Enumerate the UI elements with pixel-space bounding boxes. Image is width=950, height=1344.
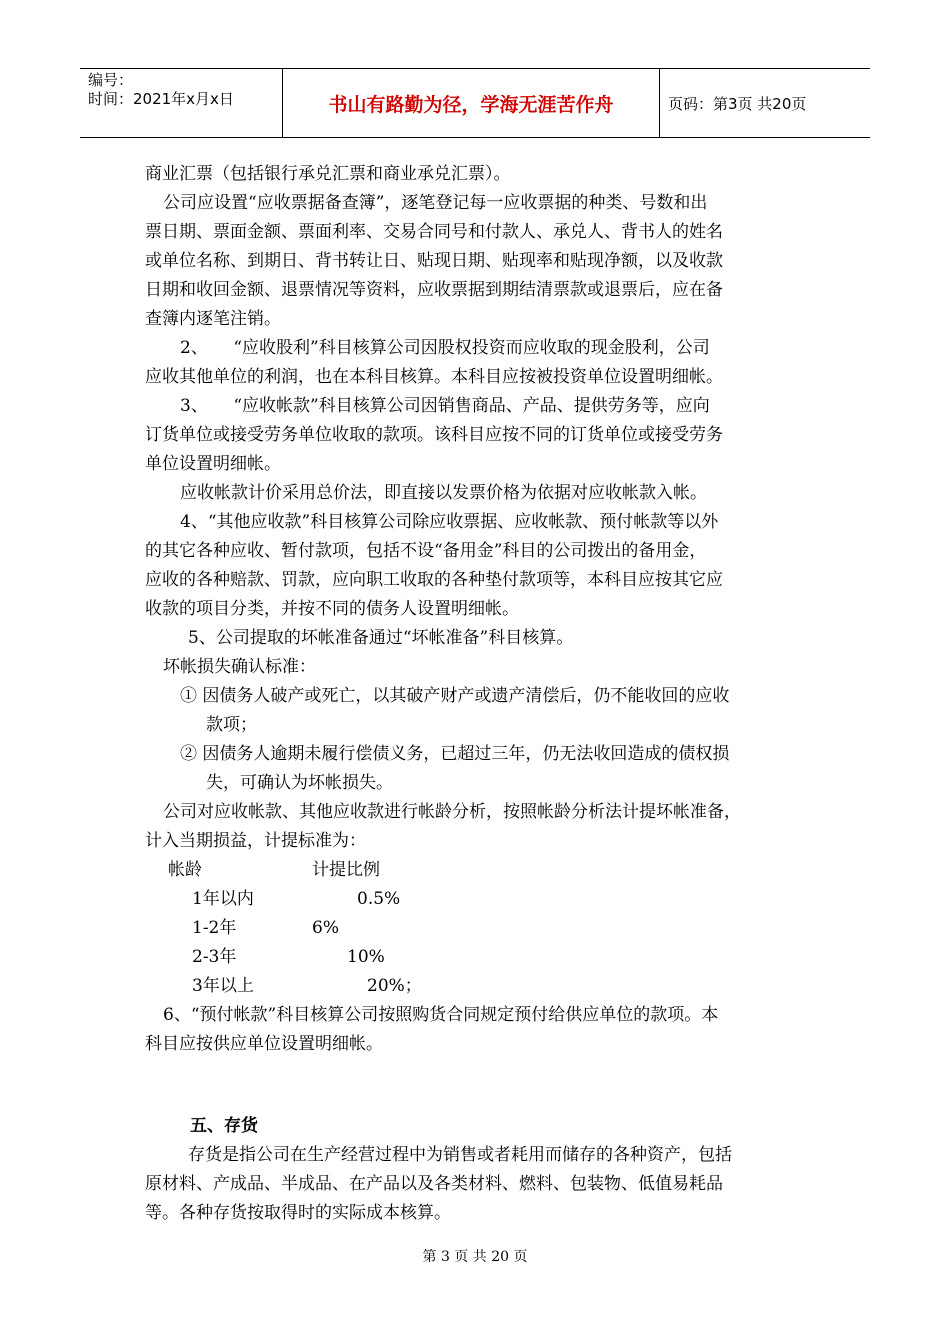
body-line: 等。各种存货按取得时的实际成本核算。 [145, 1203, 451, 1223]
body-line: 科目应按供应单位设置明细帐。 [145, 1034, 383, 1054]
body-line: 6、“预付帐款”科目核算公司按照购货合同规定预付给供应单位的款项。本 [163, 1005, 719, 1025]
page-footer: 第 3 页 共 20 页 [422, 1249, 528, 1265]
body-line: 的其它各种应收、暂付款项，包括不设“备用金”科目的公司拨出的备用金， [145, 541, 707, 561]
aging-header-ratio: 计提比例 [312, 860, 380, 880]
body-line: 订货单位或接受劳务单位收取的款项。该科目应按不同的订货单位或接受劳务 [145, 425, 723, 445]
body-line: 3、 “应收帐款”科目核算公司因销售商品、产品、提供劳务等，应向 [180, 396, 710, 416]
body-line: 原材料、产成品、半成品、在产品以及各类材料、燃料、包装物、低值易耗品 [145, 1174, 723, 1194]
aging-row-age: 2-3年 [192, 947, 237, 967]
aging-header-age: 帐龄 [168, 860, 202, 880]
body-line: 票日期、票面金额、票面利率、交易合同号和付款人、承兑人、背书人的姓名 [145, 222, 723, 242]
aging-row-ratio: 0.5% [357, 889, 401, 909]
body-line: 计入当期损益，计提标准为： [145, 831, 366, 851]
body-line: 应收的各种赔款、罚款，应向职工收取的各种垫付款项等，本科目应按其它应 [145, 570, 723, 590]
body-line: 4、“其他应收款”科目核算公司除应收票据、应收帐款、预付帐款等以外 [180, 512, 719, 532]
aging-row-age: 3年以上 [192, 976, 254, 996]
section-title: 五、存货 [190, 1116, 258, 1136]
body-line: 日期和收回金额、退票情况等资料，应收票据到期结清票款或退票后，应在备 [145, 280, 723, 300]
body-line: ① 因债务人破产或死亡，以其破产财产或遗产清偿后，仍不能收回的应收 [180, 686, 730, 706]
page-info: 页码：第3页 共20页 [668, 94, 807, 113]
body-line: 单位设置明细帐。 [145, 454, 281, 474]
body-line: 坏帐损失确认标准： [163, 657, 316, 677]
body-line: 存货是指公司在生产经营过程中为销售或者耗用而储存的各种资产，包括 [188, 1145, 732, 1165]
body-line: 应收帐款计价采用总价法，即直接以发票价格为依据对应收帐款入帐。 [180, 483, 707, 503]
number-label: 编号： [88, 71, 134, 89]
body-line: 5、公司提取的坏帐准备通过“坏帐准备”科目核算。 [188, 628, 574, 648]
body-line: 或单位名称、到期日、背书转让日、贴现日期、贴现率和贴现净额，以及收款 [145, 251, 723, 271]
aging-row-age: 1年以内 [192, 889, 254, 909]
body-line: 款项； [206, 715, 257, 735]
aging-row-ratio: 20%； [367, 976, 422, 996]
body-line: 查簿内逐笔注销。 [145, 309, 281, 329]
body-line: 2、 “应收股利”科目核算公司因股权投资而应收取的现金股利，公司 [180, 338, 710, 358]
page-header [80, 68, 870, 138]
aging-row-ratio: 6% [312, 918, 339, 938]
header-left [80, 69, 282, 137]
body-line: 收款的项目分类，并按不同的债务人设置明细帐。 [145, 599, 519, 619]
body-line: 应收其他单位的利润，也在本科目核算。本科目应按被投资单位设置明细帐。 [145, 367, 723, 387]
aging-row-ratio: 10% [347, 947, 385, 967]
time-label: 时间：2021年x月x日 [88, 90, 234, 108]
body-line: ② 因债务人逾期未履行偿债义务，已超过三年，仍无法收回造成的债权损 [180, 744, 730, 764]
body-line: 失，可确认为坏帐损失。 [206, 773, 393, 793]
body-line: 公司应设置“应收票据备查簿”，逐笔登记每一应收票据的种类、号数和出 [163, 193, 708, 213]
aging-row-age: 1-2年 [192, 918, 237, 938]
motto: 书山有路勤为径，学海无涯苦作舟 [282, 69, 660, 137]
body-line: 公司对应收帐款、其他应收款进行帐龄分析，按照帐龄分析法计提坏帐准备， [163, 802, 741, 822]
body-line: 商业汇票（包括银行承兑汇票和商业承兑汇票）。 [145, 164, 511, 184]
